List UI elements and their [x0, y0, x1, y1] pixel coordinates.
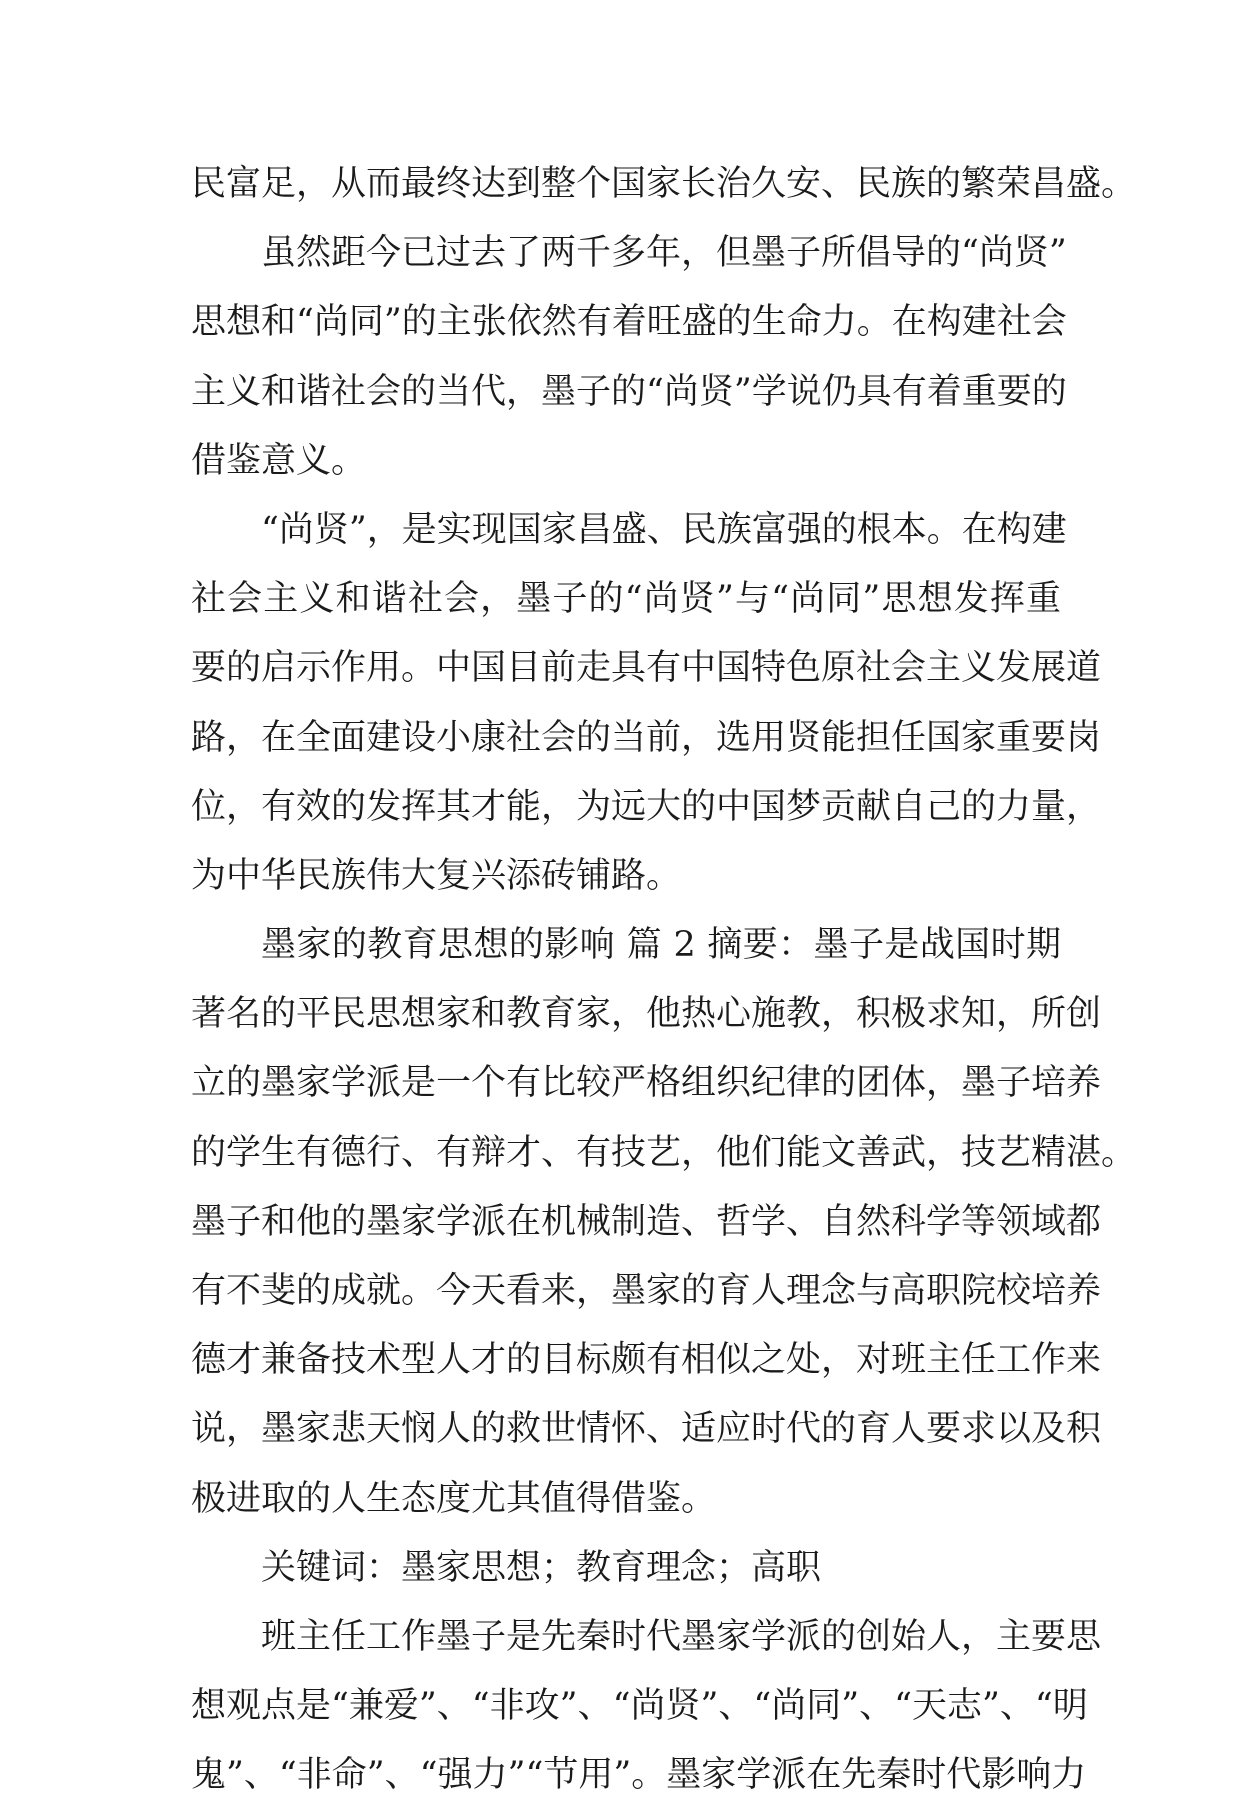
- text-line: 借鉴意义。: [191, 440, 367, 481]
- text-line: “尚贤”，是实现国家昌盛、民族富强的根本。在构建: [261, 509, 1067, 550]
- text-line: 的学生有德行、有辩才、有技艺，他们能文善武，技艺精湛。: [191, 1132, 1137, 1173]
- text-line: 极进取的人生态度尤其值得借鉴。: [191, 1478, 717, 1519]
- text-line: 虽然距今已过去了两千多年，但墨子所倡导的“尚贤”: [261, 233, 1067, 274]
- text-line: 著名的平民思想家和教育家，他热心施教，积极求知，所创: [191, 994, 1102, 1035]
- text-line: 为中华民族伟大复兴添砖铺路。: [191, 855, 682, 896]
- text-line: 民富足，从而最终达到整个国家长治久安、民族的繁荣昌盛。: [191, 164, 1137, 204]
- text-line: 社会主义和谐社会，墨子的“尚贤”与“尚同”思想发挥重: [191, 579, 1061, 620]
- text-line: 德才兼备技术型人才的目标颇有相似之处，对班主任工作来: [191, 1340, 1102, 1381]
- text-line: 墨子和他的墨家学派在机械制造、哲学、自然科学等领域都: [191, 1201, 1102, 1242]
- text-line: 要的启示作用。中国目前走具有中国特色原社会主义发展道: [191, 648, 1102, 689]
- text-line: 有不斐的成就。今天看来，墨家的育人理念与高职院校培养: [191, 1271, 1102, 1311]
- text-line: 路，在全面建设小康社会的当前，选用贤能担任国家重要岗: [191, 717, 1102, 758]
- text-line: 主义和谐社会的当代，墨子的“尚贤”学说仍具有着重要的: [191, 371, 1067, 412]
- text-line: 思想和“尚同”的主张依然有着旺盛的生命力。在构建社会: [191, 302, 1067, 343]
- text-line: 想观点是“兼爱”、“非攻”、“尚贤”、“尚同”、“天志”、“明: [191, 1686, 1088, 1727]
- text-line: 关键词：墨家思想；教育理念；高职: [261, 1547, 822, 1588]
- body-text: [191, 150, 1137, 1811]
- text-line: 班主任工作墨子是先秦时代墨家学派的创始人，主要思: [261, 1616, 1102, 1657]
- text-line: 立的墨家学派是一个有比较严格组织纪律的团体，墨子培养: [191, 1063, 1102, 1104]
- text-line: 鬼”、“非命”、“强力”“节用”。墨家学派在先秦时代影响力: [191, 1755, 1087, 1796]
- text-line: 墨家的教育思想的影响 篇 2 摘要：墨子是战国时期: [261, 925, 1061, 966]
- text-line: 说，墨家悲天悯人的救世情怀、适应时代的育人要求以及积: [191, 1409, 1102, 1450]
- text-line: 位，有效的发挥其才能，为远大的中国梦贡献自己的力量，: [191, 786, 1102, 827]
